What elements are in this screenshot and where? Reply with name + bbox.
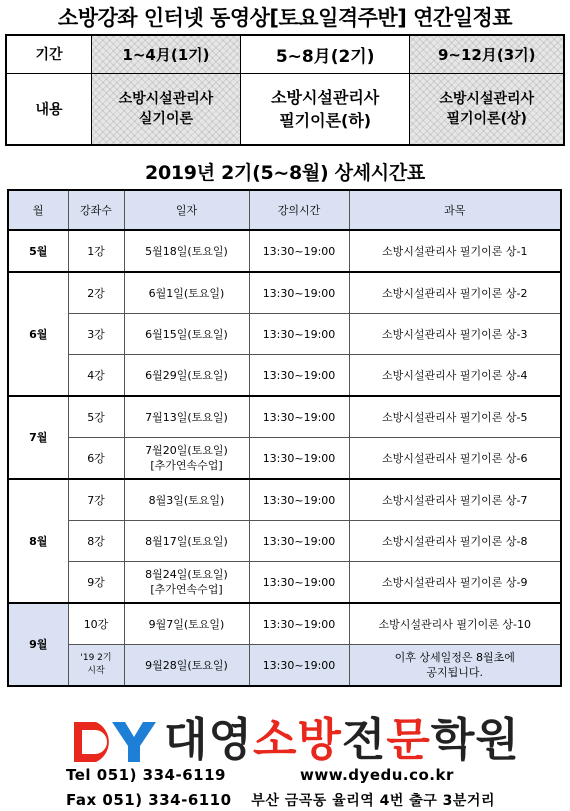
date-3: 6월15일(토요일)	[124, 314, 249, 355]
lecture-6: 6강	[68, 438, 124, 480]
lecture-4: 4강	[68, 355, 124, 397]
header-lecture: 강좌수	[68, 190, 124, 230]
subject-7: 소방시설관리사 필기이론 상-7	[349, 479, 561, 521]
content-2	[240, 73, 410, 145]
content-3-line2: 필기이론(상)	[446, 110, 527, 127]
lecture-7: 7강	[68, 479, 124, 521]
tel-line	[66, 766, 226, 784]
dy-logo-icon	[68, 714, 160, 766]
header-date: 일자	[124, 190, 249, 230]
content-3-line1: 소방시설관리사	[439, 90, 535, 107]
date-9-line1: 8월24일(토요일)	[145, 568, 228, 581]
content-1	[92, 73, 241, 145]
detailed-schedule-table	[7, 189, 562, 687]
academy-name-part3: 전	[341, 713, 387, 766]
lecture-3: 3강	[68, 314, 124, 355]
time-3: 13:30~19:00	[249, 314, 349, 355]
content-2-line1: 소방시설관리사	[271, 87, 380, 107]
header-time: 강의시간	[249, 190, 349, 230]
period-2: 5~8月(2기)	[240, 35, 410, 73]
date-10: 9월7일(토요일)	[124, 603, 249, 645]
website-link[interactable]: www.dyedu.co.kr	[300, 766, 454, 784]
month-september: 9월	[8, 603, 68, 686]
schedule-title: 2019년 2기(5~8월) 상세시간표	[145, 162, 425, 184]
subject-8: 소방시설관리사 필기이론 상-8	[349, 521, 561, 562]
time-7: 13:30~19:00	[249, 479, 349, 521]
content-1-line1: 소방시설관리사	[118, 90, 214, 107]
fax-line	[66, 790, 495, 810]
lecture-11-line1: '19 2기	[80, 653, 112, 663]
fax-number: Fax 051) 334-6110	[66, 791, 232, 809]
time-8: 13:30~19:00	[249, 521, 349, 562]
lecture-2: 2강	[68, 272, 124, 314]
lecture-5: 5강	[68, 396, 124, 438]
date-11: 9월28일(토요일)	[124, 645, 249, 687]
content-1-line2: 실기이론	[138, 110, 193, 127]
content-3	[410, 73, 564, 145]
academy-name	[164, 712, 520, 768]
month-may: 5월	[8, 230, 68, 272]
lecture-8: 8강	[68, 521, 124, 562]
date-5: 7월13일(토요일)	[124, 396, 249, 438]
page-title: 소방강좌 인터넷 동영상[토요일격주반] 연간일정표	[57, 6, 513, 30]
time-11: 13:30~19:00	[249, 645, 349, 687]
date-4: 6월29일(토요일)	[124, 355, 249, 397]
date-6-line2: [추가연속수업]	[150, 459, 223, 472]
tel-number: Tel 051) 334-6119	[66, 766, 226, 784]
content-2-line2: 필기이론(하)	[279, 110, 372, 130]
subject-4: 소방시설관리사 필기이론 상-4	[349, 355, 561, 397]
time-2: 13:30~19:00	[249, 272, 349, 314]
academy-name-part2: 소방	[252, 713, 342, 766]
month-june: 6월	[8, 272, 68, 396]
subject-9: 소방시설관리사 필기이론 상-9	[349, 562, 561, 604]
subject-11-line2: 공지됩니다.	[426, 666, 484, 679]
date-6-line1: 7월20일(토요일)	[145, 444, 228, 457]
lecture-1: 1강	[68, 230, 124, 272]
subject-6: 소방시설관리사 필기이론 상-6	[349, 438, 561, 480]
time-10: 13:30~19:00	[249, 603, 349, 645]
date-6	[124, 438, 249, 480]
month-july: 7월	[8, 396, 68, 479]
header-subject: 과목	[349, 190, 561, 230]
month-august: 8월	[8, 479, 68, 603]
address: 부산 금곡동 율리역 4번 출구 3분거리	[251, 793, 495, 809]
period-3: 9~12月(3기)	[410, 35, 564, 73]
lecture-9: 9강	[68, 562, 124, 604]
content-label: 내용	[6, 73, 92, 145]
date-9	[124, 562, 249, 604]
time-9: 13:30~19:00	[249, 562, 349, 604]
time-6: 13:30~19:00	[249, 438, 349, 480]
date-7: 8월3일(토요일)	[124, 479, 249, 521]
subject-5: 소방시설관리사 필기이론 상-5	[349, 396, 561, 438]
date-9-line2: [추가연속수업]	[150, 583, 223, 596]
subject-3: 소방시설관리사 필기이론 상-3	[349, 314, 561, 355]
annual-schedule-table	[5, 34, 565, 146]
time-1: 13:30~19:00	[249, 230, 349, 272]
lecture-11-line2: 시작	[87, 666, 105, 676]
subject-11-line1: 이후 상세일정은 8월초에	[394, 651, 515, 664]
subject-1: 소방시설관리사 필기이론 상-1	[349, 230, 561, 272]
lecture-11	[68, 645, 124, 687]
time-4: 13:30~19:00	[249, 355, 349, 397]
date-1: 5월18일(토요일)	[124, 230, 249, 272]
academy-name-part1: 대영	[164, 713, 253, 766]
subject-10: 소방시설관리사 필기이론 상-10	[349, 603, 561, 645]
period-1: 1~4月(1기)	[92, 35, 241, 73]
subject-11	[349, 645, 561, 687]
academy-logo	[68, 712, 528, 768]
header-month: 월	[8, 190, 68, 230]
date-8: 8월17일(토요일)	[124, 521, 249, 562]
academy-name-part4: 문	[386, 713, 431, 766]
period-label: 기간	[6, 35, 92, 73]
lecture-10: 10강	[68, 603, 124, 645]
academy-name-part5: 학원	[430, 713, 520, 766]
subject-2: 소방시설관리사 필기이론 상-2	[349, 272, 561, 314]
date-2: 6월1일(토요일)	[124, 272, 249, 314]
time-5: 13:30~19:00	[249, 396, 349, 438]
